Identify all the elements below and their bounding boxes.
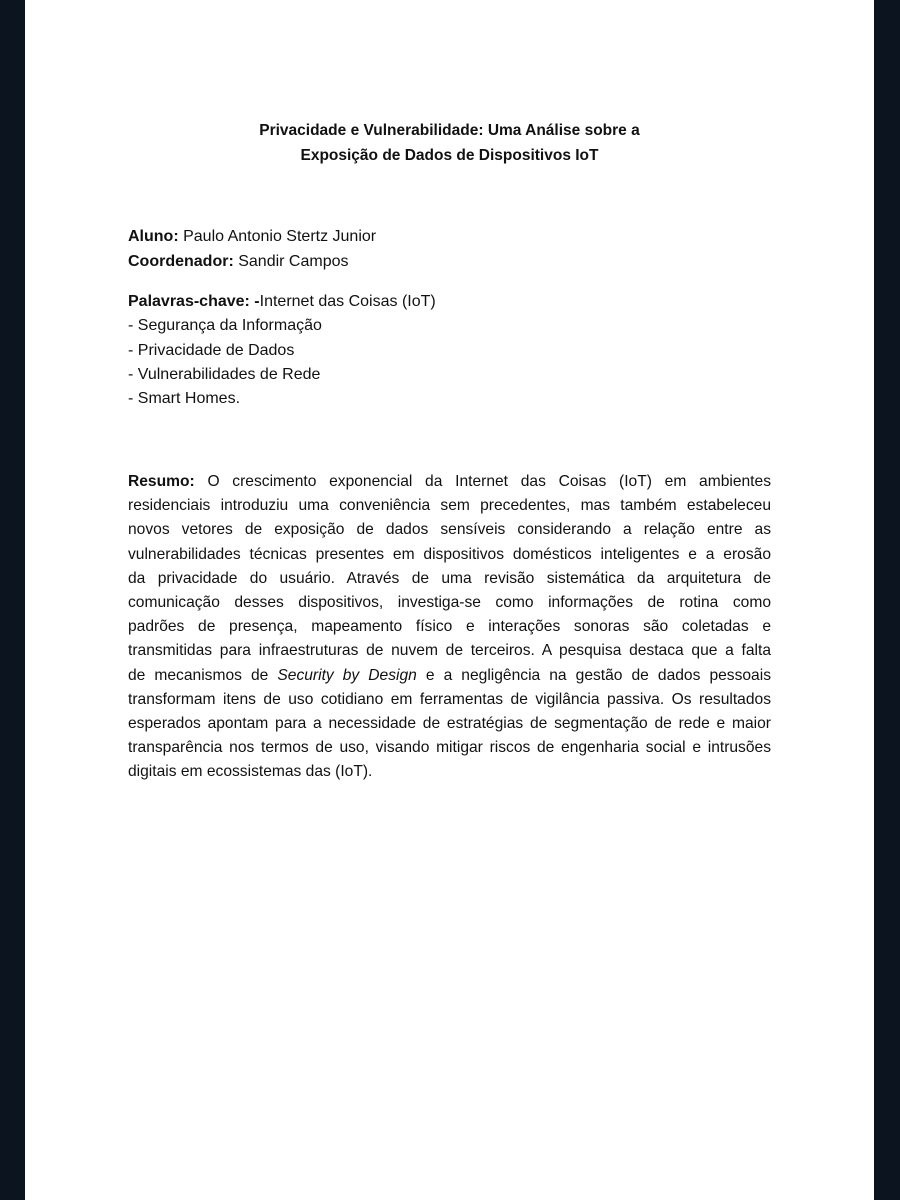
keyword-item: Internet das Coisas (IoT) bbox=[259, 293, 436, 310]
abstract-italic-term: Security by Design bbox=[277, 666, 417, 684]
abstract-line: digitais em ecossistemas das (IoT). bbox=[128, 763, 373, 781]
coordinator-label: Coordenador: bbox=[128, 252, 234, 270]
keyword-item: - Privacidade de Dados bbox=[128, 341, 295, 359]
abstract-line: transmitidas para infraestruturas de nuvem de terceiros. A pesquisa destaca que a falta bbox=[128, 642, 771, 660]
title-line-1: Privacidade e Vulnerabilidade: Uma Análise sobre a bbox=[259, 122, 640, 139]
abstract-line bbox=[128, 470, 771, 494]
abstract-line: transparência nos termos de uso, visando mitigar riscos de engenharia social e intrusões bbox=[128, 739, 771, 757]
coordinator-line bbox=[128, 250, 376, 275]
abstract-text: de mecanismos de bbox=[128, 666, 278, 684]
document-title bbox=[25, 118, 874, 168]
title-line-2: Exposição de Dados de Dispositivos IoT bbox=[300, 147, 599, 164]
abstract-block bbox=[128, 470, 771, 785]
student-line bbox=[128, 225, 376, 250]
abstract-line: transformam itens de uso cotidiano em ferramentas de vigilância passiva. Os resultados bbox=[128, 690, 771, 708]
abstract-text: e a negligência na gestão de dados pessoais bbox=[416, 666, 771, 684]
author-block bbox=[128, 225, 376, 274]
abstract-label: Resumo: bbox=[128, 473, 195, 490]
abstract-line: esperados apontam para a necessidade de estratégias de segmentação de rede e maior bbox=[128, 715, 771, 733]
student-label: Aluno: bbox=[128, 228, 179, 245]
student-name: Paulo Antonio Stertz Junior bbox=[178, 228, 377, 245]
coordinator-name: Sandir Campos bbox=[233, 252, 349, 270]
keyword-item: - Smart Homes. bbox=[128, 390, 241, 408]
abstract-line bbox=[128, 664, 771, 688]
keywords-label: Palavras-chave: - bbox=[128, 293, 260, 310]
abstract-line: comunicação desses dispositivos, investiga-se como informações de rotina como bbox=[128, 594, 771, 612]
abstract-text: O crescimento exponencial da Internet das Coisas (IoT) em ambientes bbox=[194, 473, 771, 490]
keywords-line-1 bbox=[128, 290, 436, 314]
abstract-line: da privacidade do usuário. Através de uma revisão sistemática da arquitetura de bbox=[128, 569, 771, 587]
abstract-line: vulnerabilidades técnicas presentes em dispositivos domésticos inteligentes e a erosão bbox=[128, 545, 771, 563]
abstract-line: novos vetores de exposição de dados sensíveis considerando a relação entre as bbox=[128, 521, 771, 539]
abstract-line: padrões de presença, mapeamento físico e interações sonoras são coletadas e bbox=[128, 618, 771, 636]
keywords-block bbox=[128, 290, 436, 411]
abstract-line: residenciais introduziu uma conveniência sem precedentes, mas também estabeleceu bbox=[128, 497, 771, 515]
document-page bbox=[25, 0, 874, 1200]
keyword-item: - Vulnerabilidades de Rede bbox=[128, 365, 321, 383]
keyword-item: - Segurança da Informação bbox=[128, 317, 322, 335]
